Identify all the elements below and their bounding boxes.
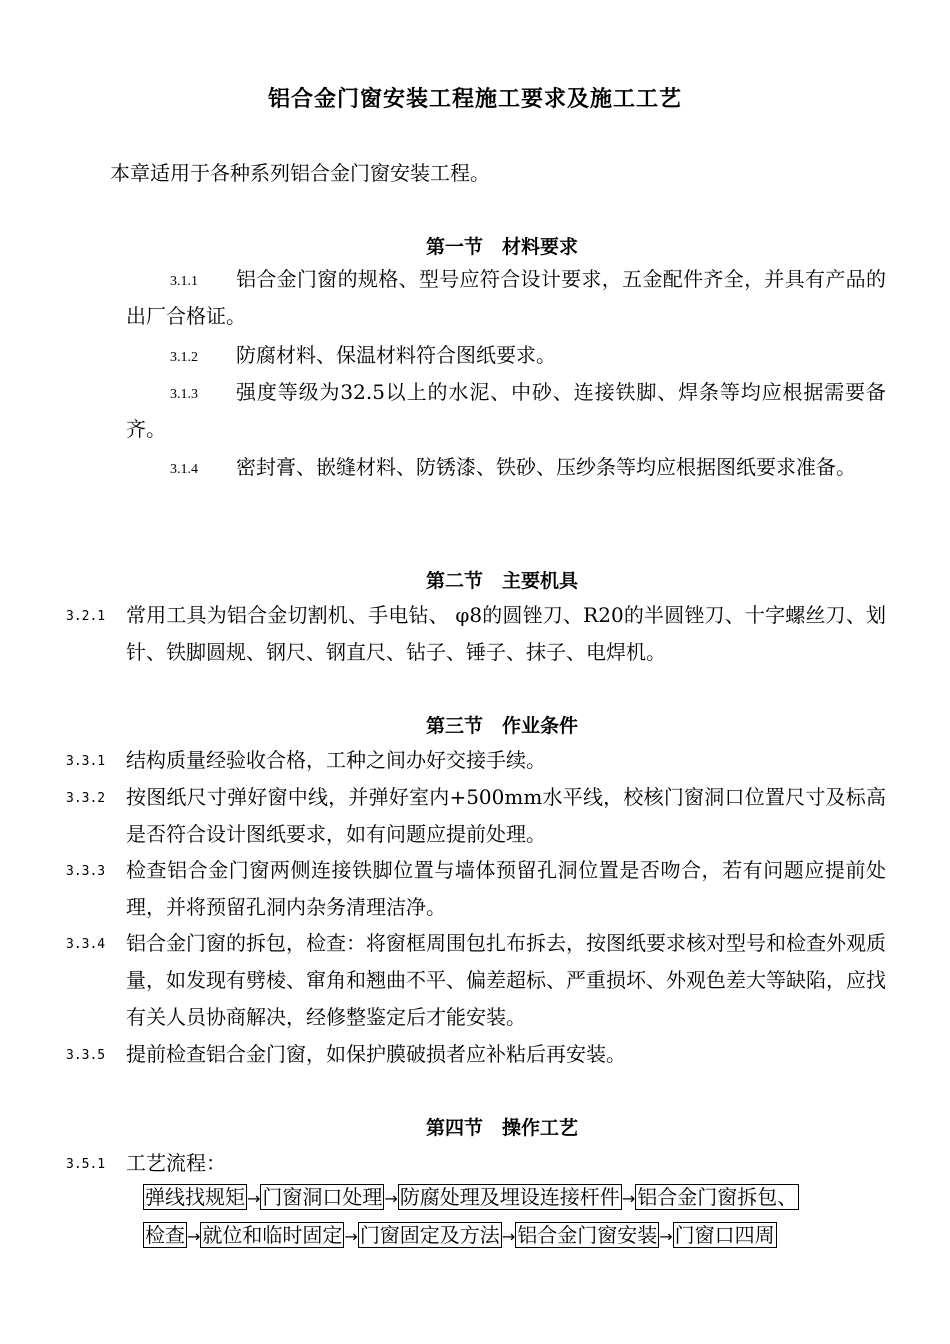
process-flow [143,1182,893,1250]
process-flow-line [143,1220,893,1250]
list-item: 结构质量经验收合格，工种之间办好交接手续。 [126,748,546,772]
document-title: 铝合金门窗安装工程施工要求及施工工艺 [267,87,682,112]
process-step: 门窗口四周 [674,1223,775,1247]
process-step: 铝合金门窗安装 [517,1223,658,1247]
item-number: 3.1.4 [170,462,198,477]
item-number: 3.5.1 [66,1157,106,1172]
arrow-right-icon: → [501,1227,516,1246]
list-item: 按图纸尺寸弹好窗中线，并弹好室内+500mm水平线，校核门窗洞口位置尺寸及标高是否符合设计图纸要求，如有问题应提前处理。 [126,785,886,846]
item-number: 3.3.1 [66,754,106,769]
process-step: 弹线找规矩 [145,1185,245,1209]
list-item [126,261,886,335]
section-heading-conditions: 第三节 作业条件 [425,715,578,737]
process-step: 防腐处理及埋设连接杆件 [399,1185,620,1209]
process-step: 就位和临时固定 [202,1223,343,1247]
item-number: 3.3.2 [66,791,106,806]
list-item [126,449,886,486]
arrow-right-icon: → [344,1227,358,1246]
arrow-right-icon: → [621,1189,636,1208]
arrow-right-icon: → [659,1227,673,1246]
section-heading-process: 第四节 操作工艺 [425,1117,578,1139]
item-number: 3.3.4 [66,937,106,952]
section-heading-materials: 第一节 材料要求 [425,236,578,258]
item-number: 3.3.3 [66,864,106,879]
arrow-right-icon: → [384,1189,398,1208]
item-number: 3.2.1 [66,609,106,624]
process-step: 铝合金门窗拆包、 [637,1185,798,1209]
list-item [126,337,886,374]
list-item: 提前检查铝合金门窗，如保护膜破损者应补粘后再安装。 [126,1042,626,1066]
item-text: 防腐材料、保温材料符合图纸要求。 [236,343,556,367]
process-step: 门窗洞口处理 [262,1185,383,1209]
intro-paragraph: 本章适用于各种系列铝合金门窗安装工程。 [110,161,490,185]
item-number: 3.1.2 [170,350,198,365]
item-number: 3.1.3 [170,387,198,402]
arrow-right-icon: → [187,1227,201,1246]
list-item: 常用工具为铝合金切割机、手电钻、 φ8的圆锉刀、R20的半圆锉刀、十字螺丝刀、划针、铁脚圆规、钢尺、钢直尺、钻子、锤子、抹子、电焊机。 [126,603,886,664]
section-heading-tools: 第二节 主要机具 [425,570,578,592]
item-number: 3.3.5 [66,1048,106,1063]
process-flow-line [143,1182,893,1212]
item-number: 3.1.1 [170,274,198,289]
item-text: 铝合金门窗的规格、型号应符合设计要求，五金配件齐全，并具有产品的出厂合格证。 [126,267,886,328]
arrow-right-icon: → [247,1189,261,1208]
list-item: 工艺流程： [126,1151,226,1175]
item-text: 密封膏、嵌缝材料、防锈漆、铁砂、压纱条等均应根据图纸要求准备。 [236,455,856,479]
list-item: 铝合金门窗的拆包，检查：将窗框周围包扎布拆去，按图纸要求核对型号和检查外观质量，如发现有劈棱、窜角和翘曲不平、偏差超标、严重损坏、外观色差大等缺陷，应找有关人员协商解决，经修整鉴定后才能安装。 [126,931,886,1029]
process-step: 门窗固定及方法 [359,1223,500,1247]
process-step: 检查 [145,1223,185,1247]
list-item [126,374,886,448]
item-text: 强度等级为32.5以上的水泥、中砂、连接铁脚、焊条等均应根据需要备齐。 [126,380,886,441]
list-item: 检查铝合金门窗两侧连接铁脚位置与墙体预留孔洞位置是否吻合，若有问题应提前处理，并将预留孔洞内杂务清理洁净。 [126,858,886,919]
